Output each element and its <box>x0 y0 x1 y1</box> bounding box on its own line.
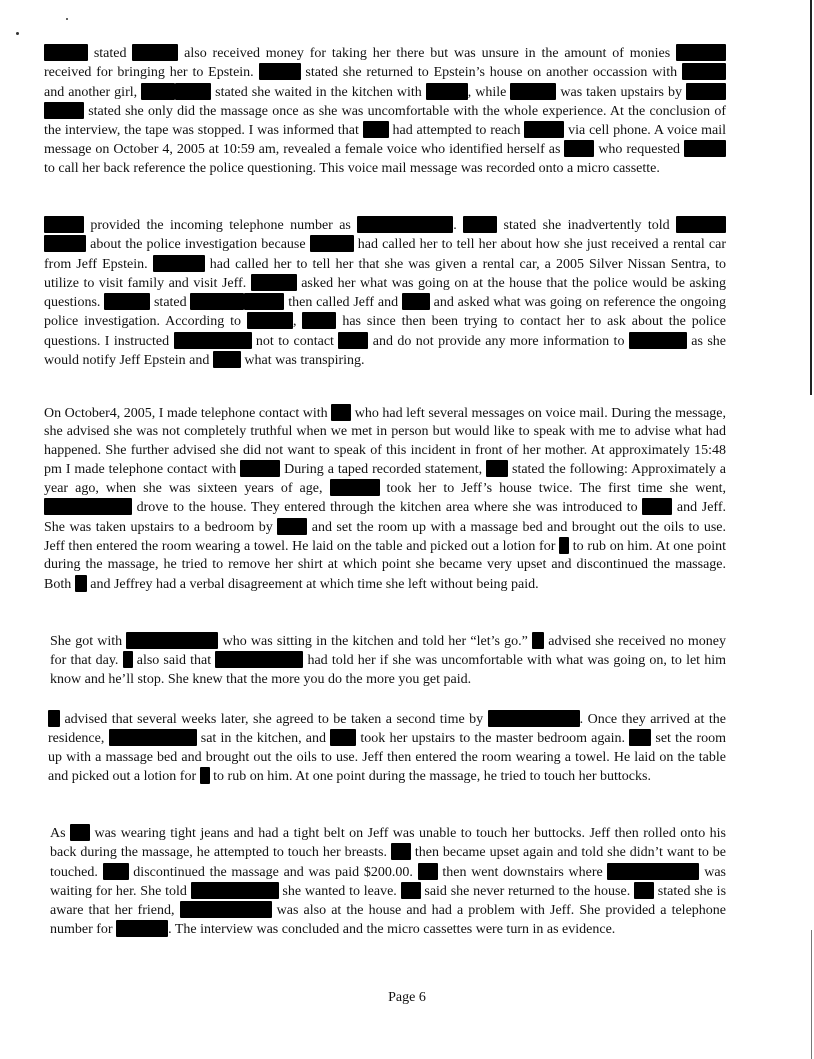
redaction-block <box>486 460 508 477</box>
redaction-block <box>244 293 284 310</box>
redaction-block <box>44 498 132 515</box>
paragraph-second-visit <box>48 710 726 786</box>
redaction-block <box>510 83 556 100</box>
redaction-block <box>401 882 421 899</box>
text-run: who requested <box>594 142 684 158</box>
text-run: had called her to tell her that she was given a rental car, a 2005 Silver Nissan Sentra, to utilize to visit family and visit Jeff. <box>44 256 726 291</box>
paragraph-october-contact <box>44 404 726 594</box>
text-run: , while <box>467 84 511 100</box>
text-run: and Jeff. She was taken upstairs to a bedroom by <box>44 500 726 535</box>
text-run: . <box>453 218 464 233</box>
text-run: about the police investigation because <box>86 237 310 253</box>
redaction-block <box>463 216 497 233</box>
text-run: stated she is aware that her friend, <box>50 883 727 919</box>
text-run: via cell phone. A voice mail message on October 4, 2005 at 10:59 am, revealed a female voice who identified herself as <box>44 123 726 158</box>
text-run: what was transpiring. <box>240 353 365 369</box>
redaction-block <box>103 863 129 880</box>
redaction-block <box>684 140 726 157</box>
text-run: had called her to tell her about how she just received a rental car from Jeff Epstein. <box>44 237 727 272</box>
text-run: sat in the kitchen, and <box>196 731 331 747</box>
text-run: had told her if she was uncomfortable with what was going on, to let him know and he’ll stop. She knew that the more you do the more you get paid. <box>50 653 726 687</box>
text-run: advised she received no money for that day. <box>50 634 726 669</box>
text-run: took her to Jeff’s house twice. The first time she went, <box>379 481 726 497</box>
redaction-block <box>123 651 133 668</box>
redaction-block <box>357 216 453 233</box>
redaction-block <box>330 479 380 496</box>
text-run: stated she inadvertently told <box>497 218 677 233</box>
page-number: Page 6 <box>388 990 426 1005</box>
text-run: , <box>292 314 303 330</box>
redaction-block <box>607 863 699 880</box>
redaction-block <box>330 729 356 746</box>
text-run: stated <box>150 295 191 311</box>
text-run: She got with <box>50 634 127 649</box>
text-run: and asked what was going on reference the ongoing police investigation. According to <box>44 295 727 330</box>
text-run: had attempted to reach <box>388 123 525 139</box>
redaction-block <box>363 121 389 138</box>
redaction-block <box>524 121 564 138</box>
redaction-block <box>418 863 438 880</box>
redaction-block <box>247 312 293 329</box>
text-run: she wanted to leave. <box>278 883 401 899</box>
text-run: as she would notify Jeff Epstein and <box>44 333 727 369</box>
redaction-block <box>676 44 726 61</box>
redaction-block <box>109 729 197 746</box>
text-run: to rub on him. At one point during the massage, he tried to touch her buttocks. <box>209 768 651 784</box>
text-run: drove to the house. They entered through the kitchen area where she was introduced to <box>132 500 643 516</box>
text-run: During a taped recorded statement, <box>280 461 487 477</box>
text-run: who had left several messages on voice mail. During the message, she advised she was not completely truthful when we met in person but would like to speak with me to advise what had happened. She further advised she did not want to speak of this incident in front of her mother. At approximately 15:48 pm I made telephone contact with <box>44 406 726 477</box>
text-run: stated she returned to Epstein’s house on another occassion with <box>300 65 683 81</box>
text-run: also received money for taking her there but was unsure in the amount of monies <box>178 46 677 61</box>
redaction-block <box>44 44 88 61</box>
text-run: was also at the house and had a problem with Jeff. She provided a telephone number for <box>50 903 727 938</box>
redaction-block <box>174 332 252 349</box>
redaction-block <box>104 293 150 310</box>
text-run: On October4, 2005, I made telephone contact with <box>44 406 332 421</box>
redaction-block <box>180 901 272 918</box>
redaction-block <box>310 235 354 252</box>
redaction-block <box>116 920 168 937</box>
text-run: to call her back reference the police questioning. This voice mail message was recorded onto a micro cassette. <box>44 160 660 176</box>
text-run: also said that <box>132 653 216 669</box>
paragraph-first-visit <box>50 632 726 689</box>
paragraph-telephone-number <box>44 216 726 370</box>
text-run: was waiting for her. She told <box>50 864 726 899</box>
redaction-block <box>44 235 86 252</box>
scan-edge-line <box>810 0 812 395</box>
redaction-block <box>213 351 241 368</box>
redaction-block <box>642 498 672 515</box>
redaction-block <box>682 63 726 80</box>
text-run: and another girl, <box>44 84 142 100</box>
redaction-block <box>331 404 351 421</box>
text-run: said she never returned to the house. <box>420 883 634 899</box>
redaction-block <box>75 575 87 592</box>
redaction-block <box>44 102 84 119</box>
redaction-block <box>141 83 175 100</box>
text-run: stated <box>88 46 133 61</box>
redaction-block <box>70 824 90 841</box>
text-run: then went downstairs where <box>437 864 608 880</box>
redaction-block <box>191 882 279 899</box>
text-run: provided the incoming telephone number as <box>84 218 358 233</box>
redaction-block <box>402 293 430 310</box>
text-run: . Once they arrived at the residence, <box>48 712 726 747</box>
redaction-block <box>48 710 60 727</box>
text-run: discontinued the massage and was paid $200.00. <box>128 864 418 880</box>
redaction-block <box>132 44 178 61</box>
redaction-block <box>240 460 280 477</box>
text-run: then called Jeff and <box>284 295 402 311</box>
redaction-block <box>277 518 307 535</box>
text-run: set the room up with a massage bed and brought out the oils to use. Jeff then entered the room wearing a towel. He laid on the table and picked out a lotion for <box>48 731 726 784</box>
text-run: and do not provide any more information to <box>368 333 629 349</box>
redaction-block <box>426 83 468 100</box>
redaction-block <box>302 312 336 329</box>
text-run: received for bringing her to Epstein. <box>44 65 259 81</box>
text-run: not to contact <box>251 333 339 349</box>
redaction-block <box>200 767 210 784</box>
text-run: stated she waited in the kitchen with <box>211 84 426 100</box>
redaction-block <box>629 729 651 746</box>
redaction-block <box>259 63 301 80</box>
text-run: and set the room up with a massage bed and brought out the oils to use. Jeff then entered the room wearing a towel. He laid on the table and picked out a lotion for <box>44 519 726 555</box>
redaction-block <box>175 83 211 100</box>
redaction-block <box>251 274 297 291</box>
text-run: stated the following: Approximately a year ago, when she was sixteen years of age, <box>44 461 726 497</box>
redaction-block <box>338 332 368 349</box>
redaction-block <box>488 710 580 727</box>
redaction-block <box>215 651 303 668</box>
redaction-block <box>686 83 726 100</box>
redaction-block <box>391 843 411 860</box>
text-run: and Jeffrey had a verbal disagreement at which time she left without being paid. <box>86 576 539 592</box>
redaction-block <box>190 293 244 310</box>
redaction-block <box>564 140 594 157</box>
text-run: advised that several weeks later, she agreed to be taken a second time by <box>60 712 488 727</box>
text-run: was wearing tight jeans and had a tight belt on Jeff was unable to touch her buttocks. Jeff then rolled onto his back during the massage, he attempted to touch her breasts. <box>50 826 726 861</box>
text-run: As <box>50 826 71 841</box>
scan-speck <box>66 18 68 20</box>
redaction-block <box>532 632 544 649</box>
redaction-block <box>629 332 687 349</box>
text-run: was taken upstairs by <box>556 84 686 100</box>
redaction-block <box>634 882 654 899</box>
text-run: asked her what was going on at the house that the police would be asking questions. <box>44 275 726 311</box>
redaction-block <box>44 216 84 233</box>
scan-speck <box>16 32 19 35</box>
paragraph-interview-conclusion <box>44 44 726 178</box>
text-run: has since then been trying to contact her to ask about the police questions. I instructed <box>44 314 726 349</box>
text-run: who was sitting in the kitchen and told her “let’s go.” <box>218 634 533 649</box>
redaction-block <box>126 632 218 649</box>
text-run: . The interview was concluded and the micro cassettes were turn in as evidence. <box>168 922 616 938</box>
redaction-block <box>676 216 726 233</box>
paragraph-second-visit-outcome <box>50 824 726 940</box>
text-run: took her upstairs to the master bedroom again. <box>356 731 630 747</box>
text-run: then became upset again and told she didn’t want to be touched. <box>50 845 726 880</box>
redaction-block <box>153 255 205 272</box>
text-run: stated she only did the massage once as she was uncomfortable with the whole experience. At the conclusion of the interview, the tape was stopped. I was informed that <box>44 103 726 139</box>
redaction-block <box>559 537 569 554</box>
text-run: to rub on him. At one point during the massage, he tried to remove her shirt at which point she became very upset and discontinued the massage. Both <box>44 539 726 592</box>
